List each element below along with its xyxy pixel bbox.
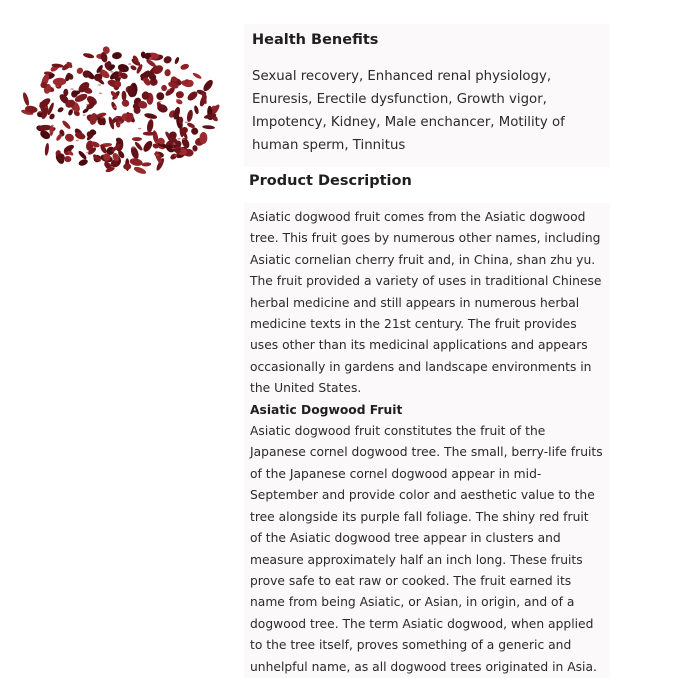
health-benefits-section: [244, 24, 610, 167]
description-paragraph: Asiatic dogwood fruit constitutes the fruit of the Japanese cornel dogwood tree. The small, berry-life fruits of the Japanese cornel dogwood appear in mid-September and provide color and aesthetic value to the tree alongside its purple fall foliage. The shiny red fruit of the Asiatic dogwood tree appear in clusters and measure approximately half an inch long. These fruits prove safe to eat raw or cooked. The fruit earned its name from being Asiatic, or Asian, in origin, and of a dogwood tree. The term Asiatic dogwood, when applied to the tree itself, proves something of a generic and unhelpful name, as all dogwood trees originated in Asia.: [250, 424, 603, 674]
health-benefits-text: Sexual recovery, Enhanced renal physiology, Enuresis, Erectile dysfunction, Growth vigor, Impotency, Kidney, Male enchancer, Motility of human sperm, Tinnitus: [252, 69, 565, 153]
health-benefits-title: Health Benefits: [252, 32, 379, 48]
product-info-panel: [244, 24, 610, 678]
dried-fruit-image: [20, 38, 220, 193]
product-description-section: [244, 203, 610, 678]
description-paragraph: Asiatic dogwood fruit comes from the Asiatic dogwood tree. This fruit goes by numerous other names, including Asiatic cornelian cherry fruit and, in China, shan zhu yu. The fruit provided a variety of uses in traditional Chinese herbal medicine and still appears in numerous herbal medicine texts in the 21st century. The fruit provides uses other than its medicinal applications and appears occasionally in gardens and landscape environments in the United States.: [250, 210, 602, 396]
description-subheading: Asiatic Dogwood Fruit: [250, 402, 403, 417]
product-description-title: Product Description: [249, 173, 412, 189]
